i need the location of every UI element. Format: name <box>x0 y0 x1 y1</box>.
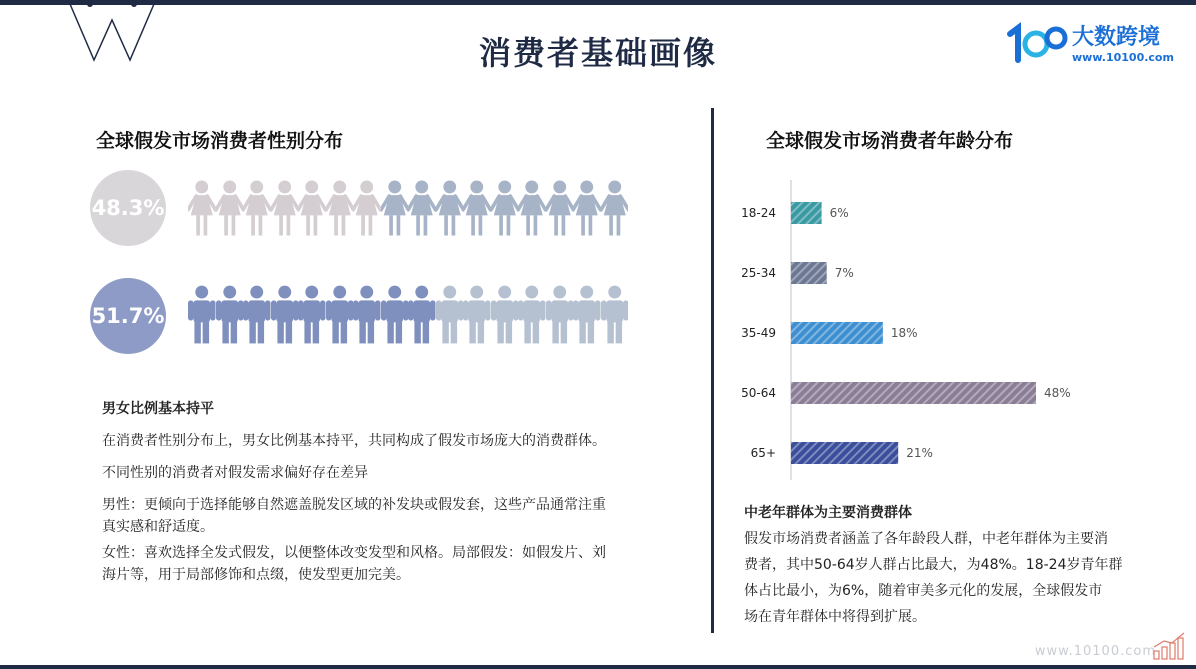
right-line-4: 场在青年群体中将得到扩展。 <box>744 609 926 625</box>
left-heading: 男女比例基本持平 <box>102 401 214 417</box>
female-person-icon <box>271 176 299 240</box>
value-label: 21% <box>906 446 933 460</box>
female-person-icon <box>436 176 464 240</box>
bar-50-64 <box>791 382 1036 404</box>
female-person-icon <box>546 176 574 240</box>
female-person-icon <box>216 176 244 240</box>
female-person-icon <box>353 176 381 240</box>
right-heading: 中老年群体为主要消费群体 <box>744 505 912 521</box>
male-person-icon <box>271 282 299 346</box>
male-person-icon <box>573 282 601 346</box>
male-person-icon <box>243 282 271 346</box>
bar-65+ <box>791 442 898 464</box>
value-label: 6% <box>829 206 849 220</box>
female-percent-circle <box>90 170 166 246</box>
male-person-icon <box>381 282 409 346</box>
male-percent-label: 51.7% <box>91 304 165 328</box>
male-person-icon <box>491 282 519 346</box>
female-person-icon <box>518 176 546 240</box>
vertical-divider <box>711 108 714 633</box>
female-percent-label: 48.3% <box>91 196 165 220</box>
left-paragraph-4a: 女性：喜欢选择全发式假发，以便整体改变发型和风格。局部假发：如假发片、刘 <box>102 545 606 561</box>
female-person-icon <box>601 176 629 240</box>
top-border <box>0 0 1196 5</box>
bar-25-34 <box>791 262 827 284</box>
female-person-icon <box>463 176 491 240</box>
right-line-1: 假发市场消费者涵盖了各年龄段人群，中老年群体为主要消 <box>744 531 1108 547</box>
brand-logo <box>1004 18 1184 68</box>
female-person-icon <box>408 176 436 240</box>
male-person-icon <box>216 282 244 346</box>
age-bar-chart <box>730 180 1090 480</box>
growth-chart-icon <box>1152 631 1188 661</box>
brand-mark-icon <box>1004 20 1070 64</box>
male-person-icon <box>463 282 491 346</box>
category-label: 50-64 <box>741 386 776 400</box>
male-person-icon <box>408 282 436 346</box>
category-label: 35-49 <box>741 326 776 340</box>
male-person-icon <box>326 282 354 346</box>
male-person-icon <box>436 282 464 346</box>
brand-name: 大数跨境 <box>1072 25 1161 50</box>
female-icon-row <box>188 176 628 240</box>
female-person-icon <box>326 176 354 240</box>
category-label: 18-24 <box>741 206 776 220</box>
left-paragraph-4b: 海片等，用于局部修饰和点缀，使发型更加完美。 <box>102 567 410 583</box>
bottom-border <box>0 665 1196 669</box>
left-paragraph-3a: 男性：更倾向于选择能够自然遮盖脱发区域的补发块或假发套，这些产品通常注重 <box>102 497 606 513</box>
left-paragraph-3b: 真实感和舒适度。 <box>102 519 214 535</box>
bar-35-49 <box>791 322 883 344</box>
category-label: 25-34 <box>741 266 776 280</box>
right-line-3: 体占比最小，为6%，随着审美多元化的发展，全球假发市 <box>744 583 1103 599</box>
footer-url: www.10100.com <box>1034 644 1156 659</box>
category-label: 65+ <box>750 446 776 460</box>
male-icon-row <box>188 282 628 346</box>
male-person-icon <box>546 282 574 346</box>
male-person-icon <box>188 282 216 346</box>
page-title: 消费者基础画像 <box>478 34 717 72</box>
male-person-icon <box>518 282 546 346</box>
left-paragraph-2: 不同性别的消费者对假发需求偏好存在差异 <box>102 465 368 481</box>
female-person-icon <box>188 176 216 240</box>
female-person-icon <box>381 176 409 240</box>
right-text <box>744 500 1124 630</box>
value-label: 48% <box>1044 386 1071 400</box>
value-label: 18% <box>890 326 918 340</box>
gender-section-title: 全球假发市场消费者性别分布 <box>96 130 344 152</box>
male-person-icon <box>601 282 629 346</box>
female-person-icon <box>573 176 601 240</box>
male-percent-circle <box>90 278 166 354</box>
age-section-title: 全球假发市场消费者年龄分布 <box>766 130 1014 152</box>
bar-18-24 <box>791 202 822 224</box>
left-paragraph-1: 在消费者性别分布上，男女比例基本持平，共同构成了假发市场庞大的消费群体。 <box>102 433 606 449</box>
left-text <box>102 398 672 586</box>
male-person-icon <box>353 282 381 346</box>
brand-url[interactable]: www.10100.com <box>1072 51 1174 64</box>
female-person-icon <box>243 176 271 240</box>
right-line-2: 费者，其中50-64岁人群占比最大，为48%。18-24岁青年群 <box>744 557 1123 573</box>
male-person-icon <box>298 282 326 346</box>
female-person-icon <box>298 176 326 240</box>
value-label: 7% <box>834 266 854 280</box>
female-person-icon <box>491 176 519 240</box>
